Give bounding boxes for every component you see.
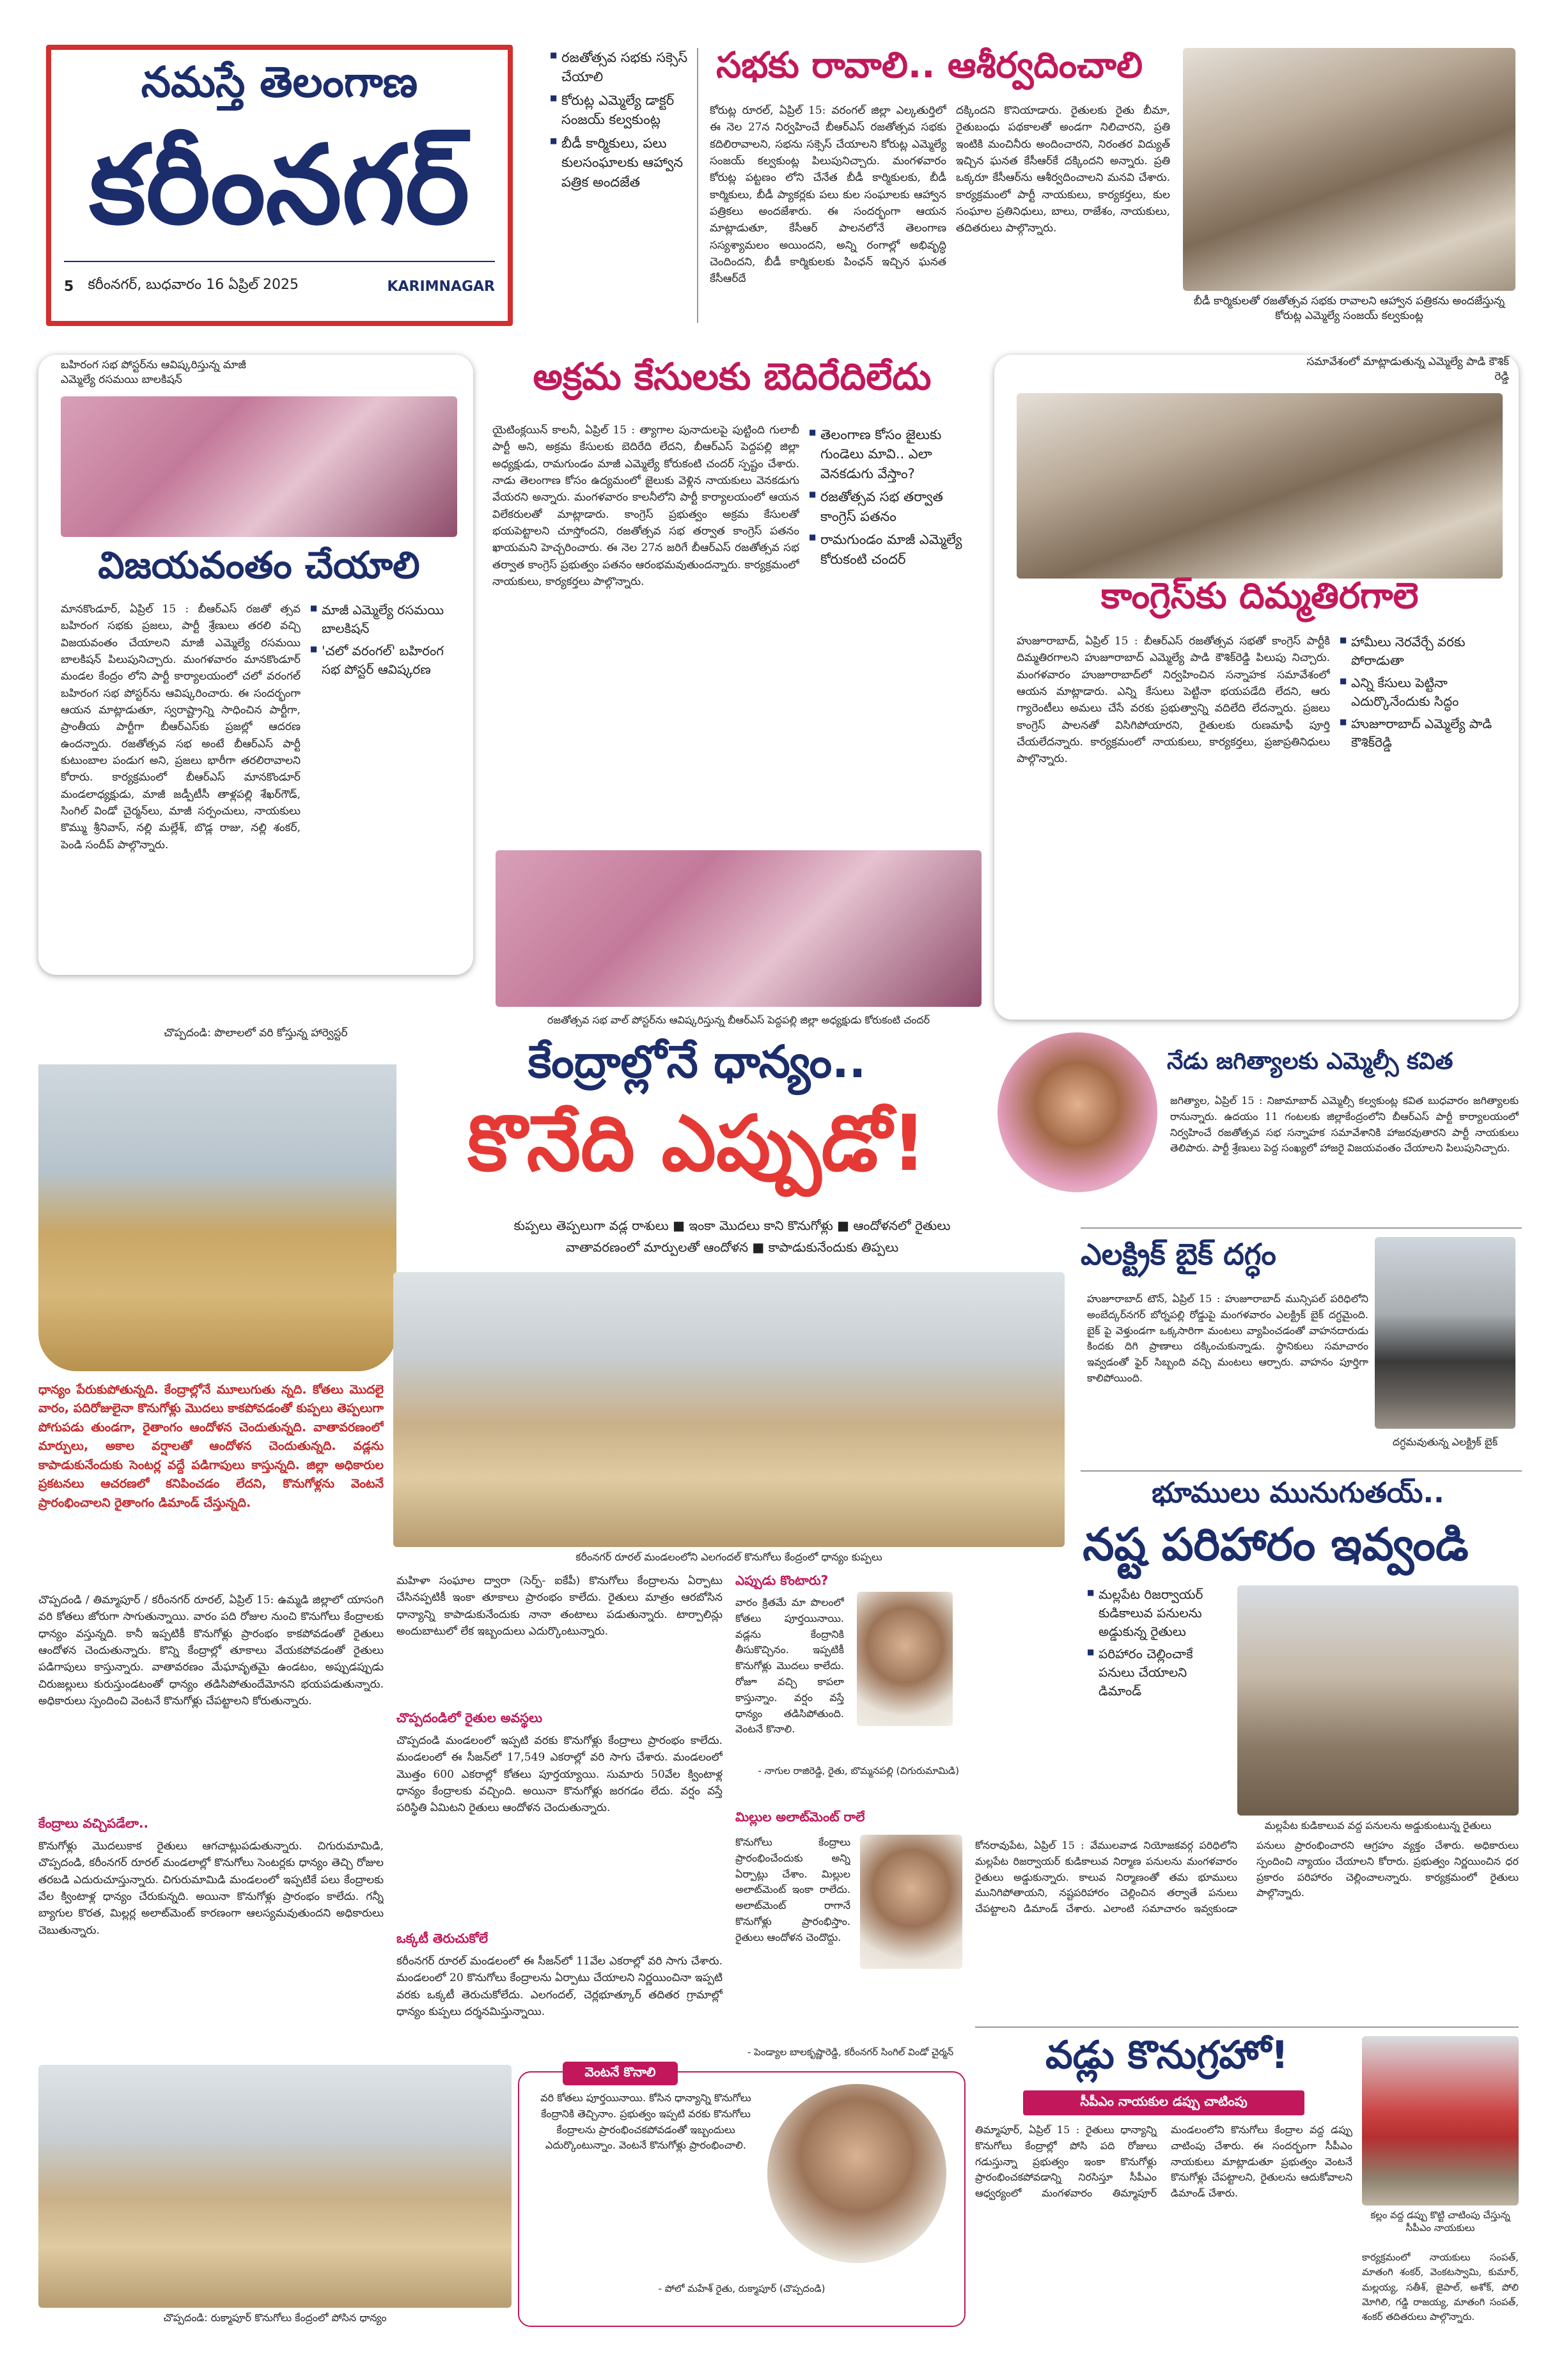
bullet: ■ రామగుండం మాజీ ఎమ్మెల్యే కోరుకంటి చందర్‌	[809, 530, 982, 569]
quote3-heading: వెంటనే కొనాలి	[563, 2062, 678, 2085]
edition-en: KARIMNAGAR	[387, 278, 495, 295]
bullet: ■ రజతోత్సవ సభ తర్వాత కాంగ్రెస్‌ పతనం	[809, 487, 982, 526]
story7-text: కోనరావుపేట, ఏప్రిల్‌ 15 : వేములవాడ నియోజకవర్గ పరిధిలోని మల్లపేట రిజర్వాయర్‌ కుడికాలువ నిర్మాణ పనులను మంగళవారం రైతులు అడ్డుకున్నారు. కాలువ నిర్మాణంతో తమ భూములు మునిగిపోతాయని, నష్టపరిహారం చెల్లించిన తర్వాతే పనులు చేపట్టాలని డిమాండ్‌ చేశారు. ఎలాంటి సమాచారం ఇవ్వకుండా పనులు ప్రారంభించారని ఆగ్రహం వ్యక్తం చేశారు. అధికారులు స్పందించి న్యాయం చేయాలని కోరారు. ప్రభుత్వం నిర్ణయించిన ధర ప్రకారం పరిహారం చెల్లించాలన్నారు. కార్యక్రమంలో రైతులు పాల్గొన్నారు.	[975, 1839, 1519, 1915]
main-photo1-harvester	[38, 1064, 396, 1371]
story2-bullets	[310, 601, 460, 683]
story5-photo	[998, 1032, 1157, 1192]
story1-photo	[1183, 48, 1515, 291]
story7-headline-2: నష్ట పరిహారం ఇవ్వండి	[1083, 1518, 1469, 1571]
story6-photo	[1375, 1237, 1515, 1429]
story3-text: యైటింక్లయిన్‌ కాలనీ, ఏప్రిల్‌ 15 : త్యాగాల పునాదులపై పుట్టింది గులాబీ పార్టీ అని, అక్రమ కేసులకు బెదిరేది లేదని, బీఆర్‌ఎస్‌ పెద్దపల్లి జిల్లా అధ్యక్షుడు, రామగుండం మాజీ ఎమ్మెల్యే కోరుకంటి చందర్‌ స్పష్టం చేశారు. నాడు తెలంగాణ కోసం ఉద్యమంలో జైలుకు వెళ్లిన నాయకులు వెనకడుగు వేయరని అన్నారు. మంగళవారం కాలనీలోని పార్టీ కార్యాలయంలో ఆయన విలేకరులతో మాట్లాడారు. కాంగ్రెస్‌ ప్రభుత్వం అక్రమ కేసులతో భయపెట్టాలని చూస్తోందని, రజతోత్సవ సభ తర్వాత కాంగ్రెస్‌ పతనం ఖాయమని హెచ్చరించారు. ఈ నెల 27న జరిగే బీఆర్‌ఎస్‌ రజతోత్సవ సభ తర్వాత కాంగ్రెస్‌ ప్రభుత్వం పతనం ఆరంభమవుతుందన్నారు. కార్యక్రమంలో నాయకులు, కార్యకర్తలు పాల్గొన్నారు.	[492, 424, 799, 589]
quote1-attribution: - నాగుల రాజిరెడ్డి, రైతు, బొమ్మనపల్లి (చిగురుమామిడి)	[758, 1765, 959, 1777]
bullet: ■ హుజూరాబాద్‌ ఎమ్మెల్యే పాడి కౌశిక్‌రెడ్డి	[1340, 715, 1506, 752]
story2-text: మానకొండూర్‌, ఏప్రిల్‌ 15 : బీఆర్‌ఎస్‌ రజతో త్సవ బహిరంగ సభకు ప్రజలు, పార్టీ శ్రేణులు తరలి వచ్చి విజయవంతం చేయాలని మాజీ ఎమ్మెల్యే రసమయి బాలకిషన్‌ పిలుపునిచ్చారు. మంగళవారం మానకొండూర్‌ మండల కేంద్రం లోని పార్టీ కార్యాలయంలో చలో వరంగల్‌ బహిరంగ సభ పోస్టర్‌ను ఆవిష్కరించారు. ఈ సందర్భంగా ఆయన మాట్లాడుతూ, స్వరాష్ట్రాన్ని సాధించిన పార్టీగా, ప్రాంతీయ పార్టీగా బీఆర్‌ఎస్‌కు ప్రజల్లో ఆదరణ ఉందన్నారు. రజతోత్సవ సభ అంటే బీఆర్‌ఎస్‌ పార్టీ కుటుంబాల పండుగ అని, ప్రజలు భారీగా తరలిరావాలని కోరారు. కార్యక్రమంలో బీఆర్‌ఎస్‌ మానకొండూర్‌ మండలాధ్యక్షుడు, మాజీ జడ్పీటీసీ తాళ్లపల్లి శేఖర్‌గౌడ్‌, సింగిల్‌ విండో చైర్మన్‌లు, మాజీ సర్పంచులు, నాయకులు కొమ్ము శ్రీనివాస్‌, నల్లి మల్లేశ్‌, బొడ్ల రాజు, నల్లి శంకర్‌, పెండి సందీప్‌ పాల్గొన్నారు.	[61, 603, 301, 852]
bullet: ■ పరిహారం చెల్లించాకే పనులు చేయాలని డిమాండ్‌	[1087, 1645, 1228, 1700]
quote3-attribution: - పోలో మహేశ్‌ రైతు, రుక్మాపూర్‌ (చొప్పదండి)	[658, 2283, 825, 2294]
bullet: ■ మాజీ ఎమ్మెల్యే రసమయి బాలకిషన్‌	[310, 601, 460, 638]
quote2-photo	[860, 1835, 962, 1969]
story6-text: హుజూరాబాద్‌ టౌన్‌, ఏప్రిల్‌ 15 : హుజూరాబాద్‌ మున్సిపల్‌ పరిధిలోని అంబేద్కర్‌నగర్‌ బోర్నపల్లి రోడ్డుపై మంగళవారం ఎలక్ట్రిక్‌ బైక్‌ దగ్ధమైంది. బైక్‌ పై వెళ్తుండగా ఒక్కసారిగా మంటలు వ్యాపించడంతో వాహనదారుడు కిందకు దిగి ప్రాణాలు దక్కించుకున్నాడు. స్థానికులు సమాచారం ఇవ్వడంతో ఫైర్‌ సిబ్బంది వచ్చి మంటలు ఆర్పారు. వాహనం పూర్తిగా కాలిపోయింది.	[1087, 1293, 1368, 1384]
story5-headline: నేడు జగిత్యాలకు ఎమ్మెల్సీ కవిత	[1167, 1048, 1453, 1075]
story7-photo	[1237, 1585, 1519, 1816]
story1-col1: కోరుట్ల రూరల్‌, ఏప్రిల్‌ 15: వరంగల్‌ జిల్లా ఎల్కతుర్తిలో ఈ నెల 27న నిర్వహించే బీఆర్‌ఎస్‌ రజతోత్సవ సభకు కదిలిరావాలని, సభను సక్సెస్‌ చేయాలని కోరుట్ల ఎమ్మెల్యే సంజయ్‌ కల్వకుంట్ల పిలుపునిచ్చారు. మంగళవారం కోరుట్ల పట్టణం లోని చేనేత బీడీ కార్మికులకు, బీడీ కార్మికులు, బీడీ ప్యాకర్లకు పలు కుల సంఘాలకు ఆహ్వాన పత్రికలు అందజేశారు. ఈ సందర్భంగా ఆయన మాట్లాడుతూ, కేసీఆర్‌ పాలనలోనే తెలంగాణ సస్యశ్యామలం అయిందని, అన్ని రంగాల్లో అభివృద్ధి చెందిందని, బీడీ కార్మికులకు పింఛన్‌ ఇచ్చిన ఘనత కేసీఆర్‌దే	[710, 104, 946, 286]
bullet: ■ ఎన్ని కేసులు పెట్టినా ఎదుర్కొనేందుకు సిద్ధం	[1340, 674, 1506, 711]
story8-photo	[1362, 2036, 1519, 2205]
main-text-a: చొప్పదండి / తిమ్మాపూర్‌ / కరీంనగర్‌ రూరల్‌, ఏప్రిల్‌ 15: ఉమ్మడి జిల్లాలో యాసంగి వరి కోతలు జోరుగా సాగుతున్నాయి. వారం పది రోజుల నుంచి కొనుగోలు కేంద్రాలకు ధాన్యం వస్తున్నది. కానీ ఇప్పటికీ కొనుగోళ్లు ప్రారంభం కాకపోవడంతో రైతులు ఆందోళన చెందుతున్నారు. కొన్ని కేంద్రాల్లో తూకాలు వేయకపోవడంతో రైతులు పడిగాపులు కాస్తున్నారు. వాతావరణం మేఘావృతమై ఉండటం, అప్పుడప్పుడు చిరుజల్లులు కురుస్తుండటంతో ధాన్యం తడిసిపోతుందేమోనని భయపడుతున్నారు. అధికారులు స్పందించి వెంటనే కొనుగోళ్లు చేపట్టాలని కోరుతున్నారు.	[38, 1594, 384, 1708]
main-text-e: కరీంనగర్‌ రూరల్‌ మండలంలో ఈ సీజన్‌లో 11వేల ఎకరాల్లో వరి సాగు చేశారు. మండలంలో 20 కొనుగోలు కేంద్రాలను ఏర్పాటు చేయాలని నిర్ణయించినా ఇప్పటి వరకు ఒక్కటీ తెరుచుకోలేదు. ఎలగందల్‌, చెర్లభూత్కూర్‌ తదితర గ్రామాల్లో ధాన్యం కుప్పలు దర్శనమిస్తున్నాయి.	[396, 1955, 723, 2019]
story8-subhead: సీపీఎం నాయకుల డప్పు చాటింపు	[1023, 2090, 1304, 2115]
subpoint: ఇంకా మొదలు కాని కొనుగోళ్లు	[689, 1218, 833, 1233]
bullet: ■ 'చలో వరంగల్‌' బహిరంగ సభ పోస్టర్‌ ఆవిష్కరణ	[310, 642, 460, 679]
paper-name: నమస్తే తెలంగాణ	[141, 58, 418, 107]
main-photo2-grain	[393, 1272, 1065, 1547]
main-text-c: మహిళా సంఘాల ద్వారా (సెర్ప్‌- ఐకేపీ) కొనుగోలు కేంద్రాలను ఏర్పాటు చేసినప్పటికీ ఇంకా తూకాలు ప్రారంభం కాలేదు. రైతులు మాత్రం ఆరబోసిన ధాన్యాన్ని కాపాడుకునేందుకు నానా తంటాలు పడుతున్నారు. టార్పాలిన్లు అందుబాటులో లేక ఇబ్బందులు ఎదుర్కొంటున్నారు.	[396, 1575, 723, 1638]
story8-text: తిమ్మాపూర్‌, ఏప్రిల్‌ 15 : రైతులు ధాన్యాన్ని కొనుగోలు కేంద్రాల్లో పోసి పది రోజులు గడుస్తున్నా ప్రభుత్వం ఇంకా కొనుగోళ్లు ప్రారంభించకపోవడాన్ని నిరసిస్తూ సీపీఎం ఆధ్వర్యంలో మంగళవారం తిమ్మాపూర్‌ మండలంలోని కొనుగోలు కేంద్రాల వద్ద డప్పు చాటింపు చేశారు. ఈ సందర్భంగా సీపీఎం నాయకులు మాట్లాడుతూ ప్రభుత్వం వెంటనే కొనుగోళ్లు చేపట్టాలని, రైతులను ఆదుకోవాలని డిమాండ్‌ చేశారు.	[975, 2124, 1352, 2200]
bullet: ■ తెలంగాణ కోసం జైలుకు గుండెలు మావి.. ఎలా వెనకడుగు వేస్తాం?	[809, 425, 982, 483]
main-sub2: చొప్పదండిలో రైతుల అవస్థలు	[396, 1710, 543, 1725]
story4-headline: కాంగ్రెస్‌కు దిమ్మతిరగాలె	[1100, 575, 1419, 617]
story7-headline-1: భూములు మునుగుతయ్‌..	[1152, 1477, 1444, 1509]
story8-text2: కార్యక్రమంలో నాయకులు సంపత్‌, మాతంగి శంకర్‌, వెంకటస్వామి, కుమార్‌, మల్లయ్య, సతీశ్‌, జైపాల్‌, అశోక్‌, పోలి మోగిలి, గడ్డి రాజయ్య, మాతంగి సంపత్‌, శంకర్‌ తదితరులు పాల్గొన్నారు.	[1362, 2252, 1519, 2322]
main-text-b: కొనుగోళ్లు మొదలుకాక రైతులు ఆగచాట్లుపడుతున్నారు. చిగురుమామిడి, చొప్పదండి, కరీంనగర్‌ రూరల్‌ మండలాల్లో కొనుగోలు సెంటర్లకు ధాన్యం తెచ్చి రోజుల తరబడి ఎదురుచూస్తున్నారు. చిగురుమామిడి మండలంలో ఇప్పటికే పలు కేంద్రాలకు వేల క్వింటాళ్ల ధాన్యం చేరుకున్నది. అయినా కొనుగోళ్లు ప్రారంభం కాలేదు. గన్నీ బ్యాగుల కొరత, మిల్లర్ల అలాట్‌మెంట్‌ కారణంగా ఆలస్యమవుతుందని అధికారులు చెబుతున్నారు.	[38, 1840, 384, 1937]
top-bullets	[550, 48, 691, 196]
bullet: ■ రజతోత్సవ సభకు సక్సెస్ చేయాలి	[550, 48, 691, 87]
quote2-attribution: - పెండ్యాల బాలకృష్ణారెడ్డి, కరీంనగర్‌ సింగిల్‌ విండో చైర్మన్‌	[747, 2046, 954, 2058]
story6-headline: ఎలక్ట్రిక్‌ బైక్‌ దగ్ధం	[1081, 1237, 1276, 1272]
quote1-text: వారం క్రితమే మా పొలంలో కోతలు పూర్తయినాయి. వడ్లను కేంద్రానికి తీసుకొచ్చినం. ఇప్పటికీ కొనుగోళ్లు మొదలు కాలేదు. రోజూ వచ్చి కాపలా కాస్తున్నాం. వర్షం వస్తే ధాన్యం తడిసిపోతుంది. వెంటనే కొనాలి.	[735, 1596, 844, 1736]
main-photo1-caption: చొప్పదండి: పొలాలలో వరి కోస్తున్న హార్వెస్టర్‌	[164, 1027, 348, 1039]
story4-photo	[1017, 393, 1503, 579]
main-intro: ధాన్యం పేరుకుపోతున్నది. కేంద్రాల్లోనే మూలుగుతు న్నది. కోతలు మొదలై వారం, పదిరోజులైనా కొనుగోళ్లు మొదలు కాకపోవడంతో కుప్పలు తెప్పలుగా పోగుపడు తుండగా, రైతాంగం ఆందోళన చెందుతున్నది. వాతావరణంలో మార్పులు, అకాల వర్షాలతో ఆందోళన చెందుతున్నది. వడ్లను కాపాడుకునేందుకు సెంటర్ల వద్దే పడిగాపులు కాస్తున్నది. జిల్లా అధికారుల ప్రకటనలు ఆచరణలో కనిపించడం లేదని, కొనుగోళ్లను వెంటనే ప్రారంభించాలని రైతాంగం డిమాండ్‌ చేస్తున్నది.	[38, 1383, 384, 1510]
quote1-heading: ఎప్పుడు కొంటారు?	[735, 1573, 829, 1588]
bullet: ■ హామీలు నెరవేర్చే వరకు పోరాడుతా	[1340, 633, 1506, 670]
story1-caption: బీడీ కార్మికులతో రజతోత్సవ సభకు రావాలని ఆహ్వాన పత్రికను అందజేస్తున్న కోరుట్ల ఎమ్మెల్యే సంజయ్‌ కల్వకుంట్ల	[1193, 295, 1505, 322]
story2-photo-caption: బహిరంగ సభ పోస్టర్‌ను ఆవిష్కరిస్తున్న మాజీ ఎమ్మెల్యే రసమయి బాలకిషన్‌	[61, 359, 246, 386]
bullet: ■ మల్లపేట రిజర్వాయర్‌ కుడికాలువ పనులను అడ్డుకున్న రైతులు	[1087, 1585, 1228, 1641]
story3-headline: అక్రమ కేసులకు బెదిరేదిలేదు	[533, 355, 932, 398]
main-photo3-caption: చొప్పదండి: రుక్మాపూర్‌ కొనుగోలు కేంద్రంలో పోసిన ధాన్యం	[163, 2312, 387, 2324]
main-text-d: చొప్పదండి మండలంలో ఇప్పటి వరకు కొనుగోళ్లు కేంద్రాలు ప్రారంభం కాలేదు. మండలంలో ఈ సీజన్‌లో 17,549 ఎకరాల్లో వరి సాగు చేశారు. మండలంలో మొత్తం 600 ఎకరాల్లో కోతలు పూర్తయ్యాయి. సుమారు 50వేల క్వింటాళ్ల ధాన్యం కేంద్రాలకు వచ్చింది. అయినా కొనుగోళ్లు జరగడం లేదు. వర్షం వస్తే పరిస్థితి ఏమిటని రైతులు ఆందోళన చెందుతున్నారు.	[396, 1734, 723, 1815]
edition-title: కరీంనగర్	[89, 122, 470, 249]
quote3-text: వరి కోతలు పూర్తయినాయి. కోసిన ధాన్యాన్ని కొనుగోలు కేంద్రానికి తెచ్చినాం. ప్రభుత్వం ఇప్పటి వరకు కొనుగోలు కేంద్రాలను ప్రారంభించకపోవడంతో ఇబ్బందులు ఎదుర్కొంటున్నాం. వెంటనే కొనుగోళ్లు ప్రారంభించాలి.	[540, 2092, 751, 2152]
story8-caption: కల్లం వద్ద డప్పు కొట్టి చాటింపు చేస్తున్న సీపీఎం నాయకులు	[1370, 2209, 1510, 2234]
bullet: ■ కోరుట్ల ఎమ్మెల్యే డాక్టర్ సంజయ్ కల్వకుంట్ల	[550, 91, 691, 130]
story3-bullets	[809, 425, 982, 573]
story4-bullets	[1340, 633, 1506, 756]
story7-bullets	[1087, 1585, 1228, 1704]
subpoint: కాపాడుకునేందుకు తిప్పలు	[768, 1240, 899, 1255]
story8-headline: వడ్లు కొనుగ్రహో!	[1045, 2033, 1289, 2078]
main-photo2-caption: కరీంనగర్‌ రూరల్‌ మండలంలోని ఎలగందల్‌ కొనుగోలు కేంద్రంలో ధాన్యం కుప్పలు	[575, 1551, 882, 1563]
bullet: ■ బీడీ కార్మికులు, పలు కులసంఘాలకు ఆహ్వాన పత్రిక అందజేత	[550, 134, 691, 192]
story7-caption: మల్లపేట కుడికాలువ వద్ద పనులను అడ్డుకుంటున్న రైతులు	[1264, 1819, 1492, 1832]
quote2-text: కొనుగోలు కేంద్రాలు ప్రారంభించేందుకు అన్ని ఏర్పాట్లు చేశాం. మిల్లుల అలాట్‌మెంట్‌ ఇంకా రాలేదు. అలాట్‌మెంట్‌ రాగానే కొనుగోళ్లు ప్రారంభిస్తాం. రైతులు ఆందోళన చెందొద్దు.	[735, 1836, 850, 1943]
story1-headline: సభకు రావాలి.. ఆశీర్వదించాలి	[716, 45, 1143, 86]
story1-col2: దక్కిందని కొనియాడారు. రైతులకు రైతు బీమా, రైతుబంధు పథకాలతో అండగా నిలిచారని, ప్రతి ఇంటికి మంచినీరు అందించారని, నిరంతర విద్యుత్‌ ఇచ్చిన ఘనత కేసీఆర్‌కే దక్కిందని అన్నారు. ప్రతి ఒక్కరూ కేసీఆర్‌ను ఆశీర్వదించాలని మనవి చేశారు. కార్యక్రమంలో పార్టీ నాయకులు, కార్యకర్తలు, కుల సంఘాల ప్రతినిధులు, బాలు, రాజేశం, నాయకులు, తదితరులు పాల్గొన్నారు.	[956, 104, 1170, 235]
story3-caption: రజతోత్సవ సభ వాల్‌ పోస్టర్‌ను ఆవిష్కరిస్తున్న బీఆర్‌ఎస్‌ పెద్దపల్లి జిల్లా అధ్యక్షుడు కోరుకంటి చందర్‌	[547, 1014, 930, 1026]
story2-headline: విజయవంతం చేయాలి	[98, 543, 420, 587]
story5-text: జగిత్యాల, ఏప్రిల్‌ 15 : నిజామాబాద్‌ ఎమ్మెల్సీ కల్వకుంట్ల కవిత బుధవారం జగిత్యాలకు రానున్నారు. ఉదయం 11 గంటలకు జిల్లాకేంద్రంలోని బీఆర్‌ఎస్‌ పార్టీ కార్యాలయంలో నిర్వహించే రజతోత్సవ సభ సన్నాహక సమావేశానికి హాజరవుతారని పార్టీ నాయకులు తెలిపారు. పార్టీ శ్రేణులు పెద్ద సంఖ్యలో హాజరై విజయవంతం చేయాలని పిలుపునిచ్చారు.	[1170, 1094, 1519, 1155]
subpoint: కుప్పలు తెప్పలుగా వడ్ల రాశులు	[513, 1218, 669, 1233]
story3-photo	[496, 850, 982, 1007]
subpoint: వాతావరణంలో మార్పులతో ఆందోళన	[565, 1240, 749, 1255]
main-sub3: ఒక్కటీ తెరుచుకోలే	[396, 1931, 489, 1946]
main-headline-2: కొనేది ఎప్పుడో!	[467, 1100, 927, 1188]
masthead	[46, 45, 513, 326]
story4-text: హుజూరాబాద్‌, ఏప్రిల్‌ 15 : బీఆర్‌ఎస్‌ రజతోత్సవ సభతో కాంగ్రెస్‌ పార్టీకి దిమ్మతిరగాలని హుజూరాబాద్‌ ఎమ్మెల్యే పాడి కౌశిక్‌రెడ్డి పిలుపు నిచ్చారు. మంగళవారం హుజూరాబాద్‌లో నిర్వహించిన సన్నాహక సమావేశంలో ఆయన మాట్లాడారు. ఎన్ని కేసులు పెట్టినా భయపడేది లేదని, ఆరు గ్యారెంటీలు అమలు చేసే వరకు ప్రభుత్వాన్ని వదిలేది లేదన్నారు. ప్రజలు కాంగ్రెస్‌ పాలనతో విసిగిపోయారని, రైతులకు రుణమాఫీ పూర్తి చేయలేదన్నారు. కార్యక్రమంలో నాయకులు, కార్యకర్తలు, ప్రజాప్రతినిధులు పాల్గొన్నారు.	[1017, 635, 1330, 766]
quote3-photo	[767, 2084, 946, 2263]
main-headline-1: కేంద్రాల్లోనే ధాన్యం..	[528, 1036, 866, 1088]
main-photo3-grain	[38, 2065, 512, 2308]
dateline: కరీంనగర్, బుధవారం 16 ఏప్రిల్ 2025	[88, 277, 299, 293]
quote2-heading: మిల్లుల అలాట్‌మెంట్‌ రాలే	[735, 1809, 865, 1824]
page-number: 5	[64, 278, 74, 295]
subpoint: ఆందోళనలో రైతులు	[853, 1218, 951, 1233]
story2-photo	[61, 396, 457, 537]
quote1-photo	[857, 1592, 953, 1726]
main-subpoints: కుప్పలు తెప్పలుగా వడ్ల రాశులు ■ ఇంకా మొదలు కాని కొనుగోళ్లు ■ ఆందోళనలో రైతులు వాతావరణంలో మార్పులతో ఆందోళన ■ కాపాడుకునేందుకు తిప్పలు	[513, 1218, 951, 1255]
story6-caption: దగ్ధమవుతున్న ఎలక్ట్రిక్‌ బైక్‌	[1392, 1436, 1498, 1448]
story4-photo-caption: సమావేశంలో మాట్లాడుతున్న ఎమ్మెల్యే పాడి కౌశిక్‌ రెడ్డి	[1306, 355, 1509, 383]
main-sub1: కేంద్రాలు వచ్చిపడేలా..	[38, 1816, 149, 1831]
